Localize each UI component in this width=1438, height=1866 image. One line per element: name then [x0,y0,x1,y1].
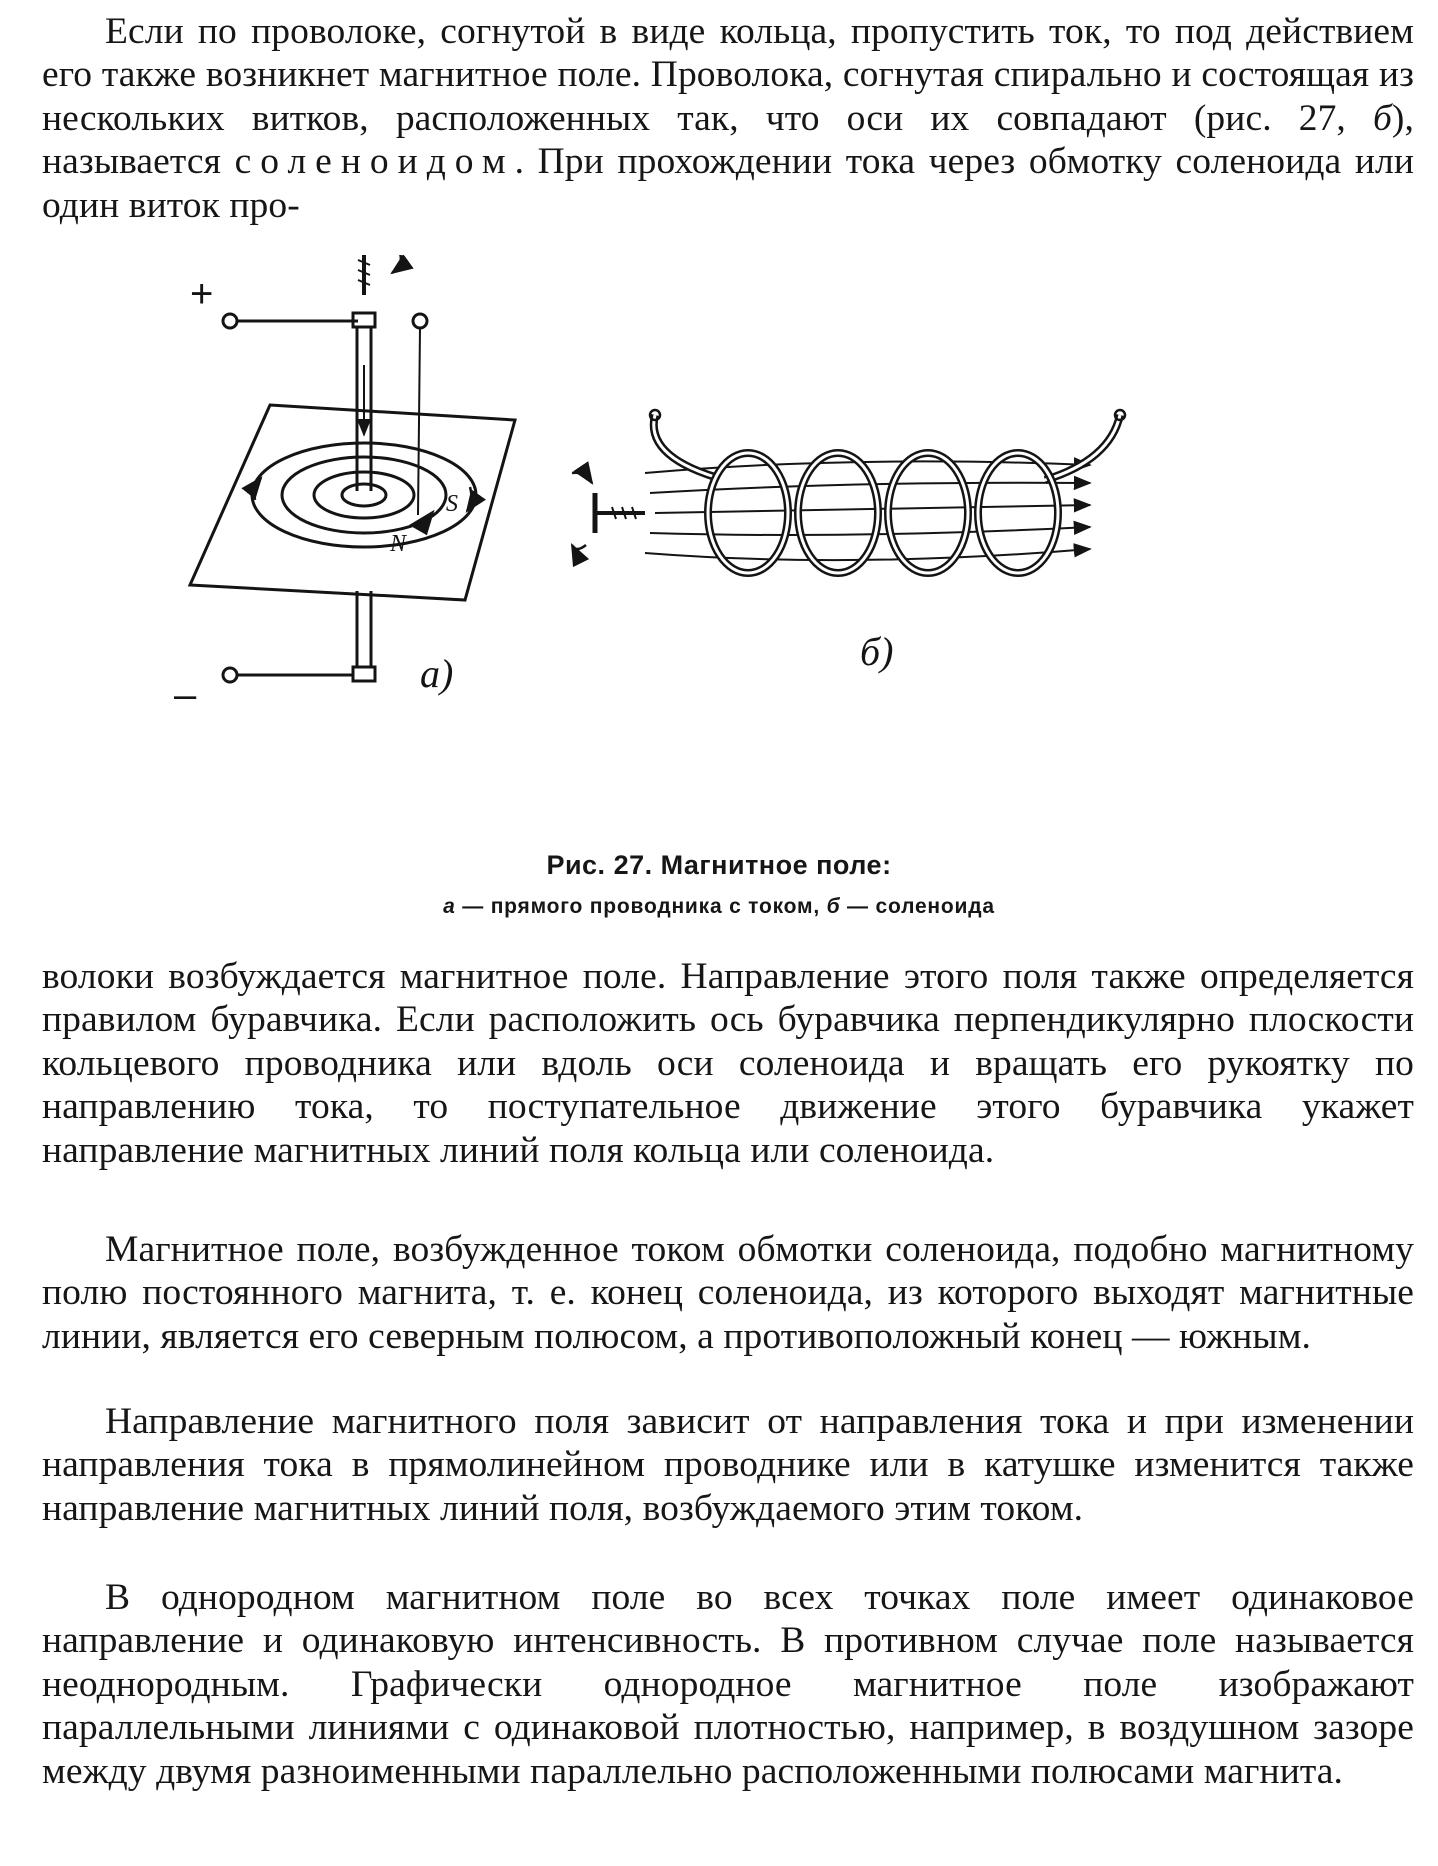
figure-caption-title: Рис. 27. Магнитное поле: [546,850,892,880]
figure-a-straight-conductor [174,255,515,717]
paragraph-1-text-mid: ), называется [42,97,1414,183]
cardboard-plane [190,405,515,600]
paragraph-2: волоки возбуждается магнитное поле. Направление этого поля также определяется правилом буравчика. Если расположить ось буравчика перпендикулярно плоскости кольцевого проводника или вдоль оси соленоида и вращать его рукоятку по направлению тока, то поступательное движение этого буравчика укажет направление магнитных линий поля кольца или соленоида. [42,956,1414,1171]
magnetic-needle-icon [412,513,432,533]
paragraph-5: В однородном магнитном поле во всех точках поле имеет одинаковое направление и одинаковую интенсивность. В противном случае поле называется неоднородным. Графически однородное магнитное поле изображают параллельными линиями с одинаковой плотностью, например, в воздушном зазоре между двумя разноименными параллельно расположенными полюсами магнита. [42,1577,1414,1792]
paragraph-1-text-start: Если по проволоке, согнутой в виде кольца, пропустить ток, то под действием его также возникнет магнитное поле. Проволока, согнутая спирально и состоящая из нескольких витков, расположенных так, что оси их совпадают (рис. 27, [42,11,1414,139]
plus-sign: + [190,272,214,316]
paragraph-3: Магнитное поле, возбужденное током обмотки соленоида, подобно магнитному полю постоянного магнита, т. е. конец соленоида, из которого выходят магнитные линии, является его северным полюсом, а противоположный конец — южным. [42,1229,1414,1357]
minus-terminal-icon [223,668,237,682]
term-solenoid: соленоидом [234,141,515,183]
paragraph-1-text-end: . При прохождении тока через обмотку соленоида или один виток про- [42,141,1414,226]
caption-letter-b: б [826,895,841,918]
north-pole-label: N [390,531,407,557]
needle-hanger-icon [413,314,427,328]
paragraph-1 [42,10,1414,227]
figure-b-solenoid [572,410,1125,674]
figure-ref-b: б [1372,97,1392,139]
figure-b-label: б) [860,629,894,674]
caption-text-a: — прямого проводника с током, [455,895,827,918]
paragraph-4: Направление магнитного поля зависит от направления тока и при изменении направления тока в прямолинейном проводнике или в катушке изменится также направление магнитных линий поля, возбуждаемого этим током. [42,1401,1414,1529]
minus-sign: – [174,673,197,717]
plus-terminal-icon [223,314,237,328]
figure-27-drawing [150,255,1300,855]
bottom-clamp [353,667,375,681]
south-pole-label: S [446,491,458,517]
caption-letter-a: а [443,895,456,918]
figure-27 [150,255,1300,875]
figure-a-label: a) [420,651,454,696]
gimlet-b-icon [572,473,645,549]
gimlet-a-icon [327,255,400,295]
caption-text-b: — соленоида [840,895,995,918]
figure-caption-legend [0,895,1438,919]
